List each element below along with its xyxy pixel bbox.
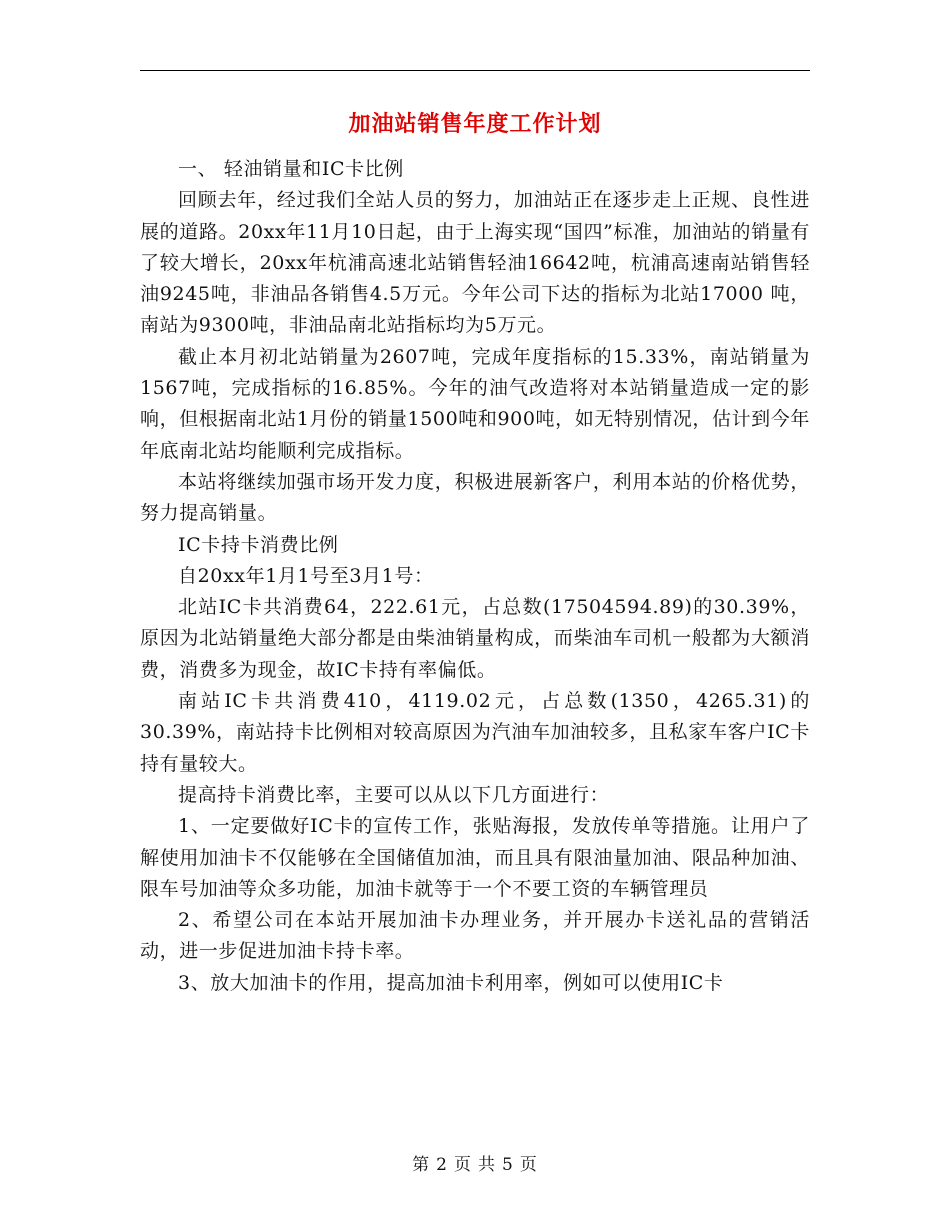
paragraph: 本站将继续加强市场开发力度，积极进展新客户，利用本站的价格优势，努力提高销量。 (140, 470, 810, 525)
section-heading: 一、 轻油销量和IC卡比例 (178, 158, 404, 180)
paragraph: 自20xx年1月1号至3月1号： (178, 564, 434, 587)
subheading: IC卡持卡消费比例 (178, 533, 339, 556)
footer-total-word: 共 (478, 1155, 496, 1175)
list-item: 3、放大加油卡的作用，提高加油卡利用率，例如可以使用IC卡 (178, 971, 724, 994)
footer-prefix: 第 (412, 1155, 431, 1175)
page-footer (140, 1153, 810, 1177)
paragraph: 南站IC卡共消费410，4119.02元，占总数(1350，4265.31)的30.39%，南站持卡比例相对较高原因为汽油车加油较多，且私家车客户IC卡持有量较大。 (140, 690, 810, 775)
paragraph: 北站IC卡共消费64，222.61元，占总数(17504594.89)的30.39%，原因为北站销量绝大部分都是由柴油销量构成，而柴油车司机一般都为大额消费，消费多为现金，故IC卡持有率偏低。 (140, 596, 810, 681)
footer-suffix: 页 (519, 1155, 538, 1175)
footer-page-word: 页 (454, 1155, 472, 1175)
total-pages: 5 (502, 1155, 514, 1175)
page-number: 2 (436, 1155, 448, 1175)
paragraph: 截止本月初北站销量为2607吨，完成年度指标的15.33%，南站销量为1567吨，完成指标的16.85%。今年的油气改造将对本站销量造成一定的影响，但根据南北站1月份的销量1500吨和900吨，如无特别情况，估计到今年年底南北站均能顺利完成指标。 (140, 345, 810, 462)
document-title: 加油站销售年度工作计划 (348, 111, 602, 137)
header-rule (140, 70, 810, 71)
list-item: 1、一定要做好IC卡的宣传工作，张贴海报，发放传单等措施。让用户了解使用加油卡不仅能够在全国储值加油，而且具有限油量加油、限品种加油、限车号加油等众多功能，加油卡就等于一个不要工资的车辆管理员 (140, 815, 810, 900)
paragraph: 提高持卡消费比率，主要可以从以下几方面进行： (178, 783, 610, 806)
document-body (140, 154, 810, 999)
paragraph: 回顾去年，经过我们全站人员的努力，加油站正在逐步走上正规、良性进展的道路。20xx年11月10日起，由于上海实现“国四”标准，加油站的销量有了较大增长，20xx年杭浦高速北站销售轻油16642吨，杭浦高速南站销售轻油9245吨，非油品各销售4.5万元。今年公司下达的指标为北站17000 吨，南站为9300吨，非油品南北站指标均为5万元。 (140, 189, 810, 337)
list-item: 2、希望公司在本站开展加油卡办理业务，并开展办卡送礼品的营销活动，进一步促进加油卡持卡率。 (140, 909, 810, 963)
